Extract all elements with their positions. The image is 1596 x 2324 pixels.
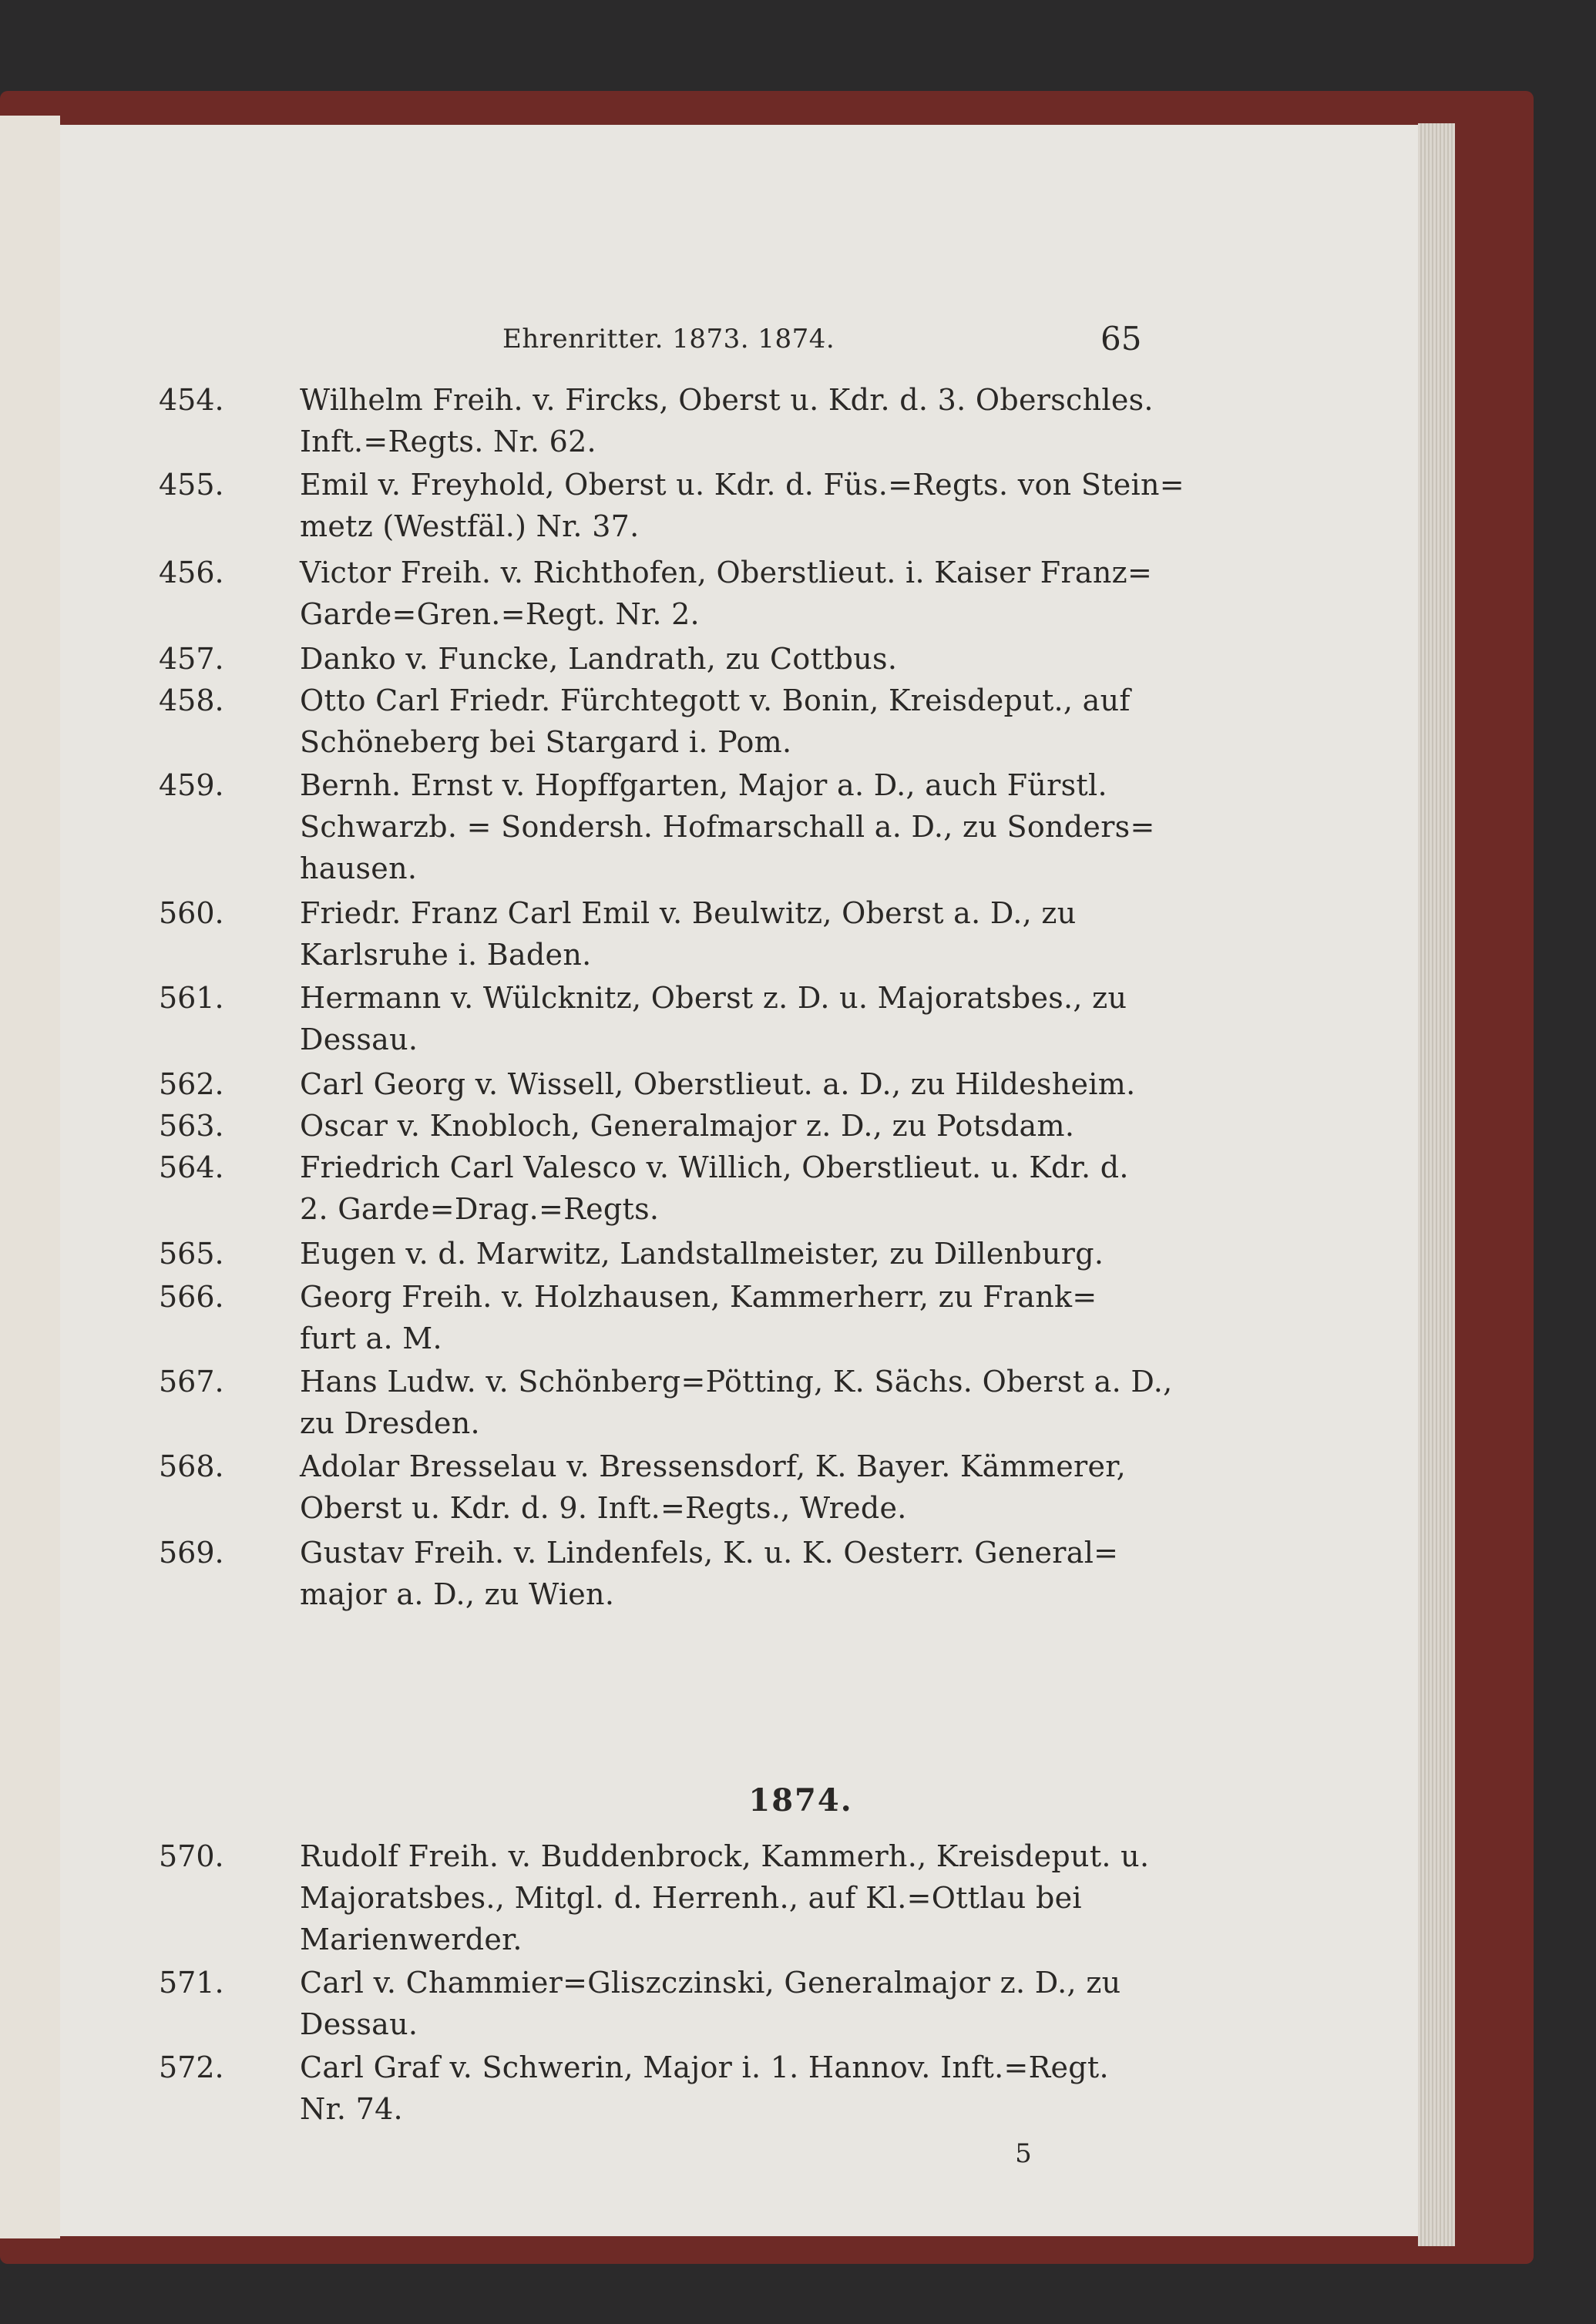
entry-number: 566.	[159, 1280, 224, 1314]
entry-line: Bernh. Ernst v. Hopffgarten, Major a. D., auch Fürstl.	[300, 768, 1107, 802]
entry-line: zu Dresden.	[300, 1406, 480, 1440]
entry-line: metz (Westfäl.) Nr. 37.	[300, 509, 640, 543]
entry-number: 455.	[159, 468, 224, 502]
entry-number: 562.	[159, 1067, 224, 1101]
entry-number: 459.	[159, 768, 224, 802]
entry-text	[300, 977, 1225, 1060]
entry-line: Adolar Bresselau v. Bressensdorf, K. Bayer. Kämmerer,	[300, 1449, 1126, 1483]
entry-text	[300, 1532, 1225, 1615]
entry-text	[300, 379, 1225, 462]
entry-line: Carl v. Chammier=Gliszczinski, Generalmajor z. D., zu	[300, 1966, 1121, 2000]
entry-text	[300, 1276, 1225, 1359]
entry-line: Dessau.	[300, 2007, 418, 2041]
entry-text	[300, 892, 1225, 976]
entry-line: Carl Graf v. Schwerin, Major i. 1. Hannov. Inft.=Regt.	[300, 2050, 1109, 2084]
entry-text	[300, 1835, 1225, 1960]
entry-number: 456.	[159, 556, 224, 589]
entry-text	[300, 1962, 1225, 2045]
entry-number: 564.	[159, 1150, 224, 1184]
entry-line: Gustav Freih. v. Lindenfels, K. u. K. Oesterr. General=	[300, 1536, 1119, 1570]
entry-text	[300, 464, 1225, 547]
entry-number: 560.	[159, 896, 224, 930]
entry-line: Eugen v. d. Marwitz, Landstallmeister, zu Dillenburg.	[300, 1237, 1104, 1271]
entry-text	[300, 552, 1225, 635]
entry-number: 567.	[159, 1365, 224, 1399]
entry-line: Friedr. Franz Carl Emil v. Beulwitz, Oberst a. D., zu	[300, 896, 1077, 930]
entry-line: Inft.=Regts. Nr. 62.	[300, 425, 596, 458]
entry-line: Emil v. Freyhold, Oberst u. Kdr. d. Füs.=Regts. von Stein=	[300, 468, 1184, 502]
entry-line: Oberst u. Kdr. d. 9. Inft.=Regts., Wrede.	[300, 1491, 907, 1525]
entry-text	[300, 1063, 1225, 1105]
entry-line: Rudolf Freih. v. Buddenbrock, Kammerh., Kreisdeput. u.	[300, 1839, 1150, 1873]
running-title: Ehrenritter. 1873. 1874.	[502, 324, 835, 354]
entry-number: 458.	[159, 683, 224, 717]
entry-line: Georg Freih. v. Holzhausen, Kammerherr, zu Frank=	[300, 1280, 1097, 1314]
entry-text	[300, 1147, 1225, 1230]
entry-text	[300, 764, 1225, 889]
year-heading: 1874.	[748, 1782, 853, 1819]
entry-line: Garde=Gren.=Regt. Nr. 2.	[300, 597, 700, 631]
left-page-edge	[0, 116, 60, 2238]
entry-text	[300, 1105, 1225, 1147]
page-edges	[1418, 123, 1455, 2246]
entry-number: 563.	[159, 1109, 224, 1143]
entry-number: 569.	[159, 1536, 224, 1570]
entry-line: hausen.	[300, 851, 418, 885]
entry-line: Oscar v. Knobloch, Generalmajor z. D., zu Potsdam.	[300, 1109, 1075, 1143]
entry-line: Dessau.	[300, 1023, 418, 1056]
entry-line: Karlsruhe i. Baden.	[300, 938, 592, 972]
entry-line: Wilhelm Freih. v. Fircks, Oberst u. Kdr. d. 3. Oberschles.	[300, 383, 1154, 417]
entry-number: 457.	[159, 642, 224, 676]
entry-line: Otto Carl Friedr. Fürchtegott v. Bonin, Kreisdeput., auf	[300, 683, 1131, 717]
entry-number: 572.	[159, 2050, 224, 2084]
entry-text	[300, 680, 1225, 763]
entry-line: Marienwerder.	[300, 1923, 522, 1956]
entry-line: furt a. M.	[300, 1322, 442, 1355]
entry-line: Victor Freih. v. Richthofen, Oberstlieut. i. Kaiser Franz=	[300, 556, 1153, 589]
entry-number: 454.	[159, 383, 224, 417]
entry-line: Majoratsbes., Mitgl. d. Herrenh., auf Kl.=Ottlau bei	[300, 1881, 1082, 1915]
entry-text	[300, 2047, 1225, 2130]
entry-line: major a. D., zu Wien.	[300, 1577, 615, 1611]
entry-line: Schwarzb. = Sondersh. Hofmarschall a. D., zu Sonders=	[300, 810, 1155, 844]
entry-number: 561.	[159, 981, 224, 1015]
book-page	[60, 125, 1418, 2236]
signature-mark: 5	[1015, 2138, 1032, 2169]
entry-text	[300, 638, 1225, 680]
entry-text	[300, 1446, 1225, 1529]
entry-number: 568.	[159, 1449, 224, 1483]
entry-text	[300, 1361, 1225, 1444]
entry-text	[300, 1233, 1225, 1275]
entry-line: Hermann v. Wülcknitz, Oberst z. D. u. Majoratsbes., zu	[300, 981, 1127, 1015]
entry-number: 570.	[159, 1839, 224, 1873]
entry-line: Friedrich Carl Valesco v. Willich, Oberstlieut. u. Kdr. d.	[300, 1150, 1129, 1184]
entry-number: 565.	[159, 1237, 224, 1271]
page-number: 65	[1100, 320, 1142, 358]
entry-line: Hans Ludw. v. Schönberg=Pötting, K. Sächs. Oberst a. D.,	[300, 1365, 1173, 1399]
entry-line: Schöneberg bei Stargard i. Pom.	[300, 725, 792, 759]
entry-line: 2. Garde=Drag.=Regts.	[300, 1192, 660, 1226]
entry-line: Carl Georg v. Wissell, Oberstlieut. a. D., zu Hildesheim.	[300, 1067, 1136, 1101]
entry-line: Danko v. Funcke, Landrath, zu Cottbus.	[300, 642, 898, 676]
entry-line: Nr. 74.	[300, 2092, 403, 2126]
entry-number: 571.	[159, 1966, 224, 2000]
